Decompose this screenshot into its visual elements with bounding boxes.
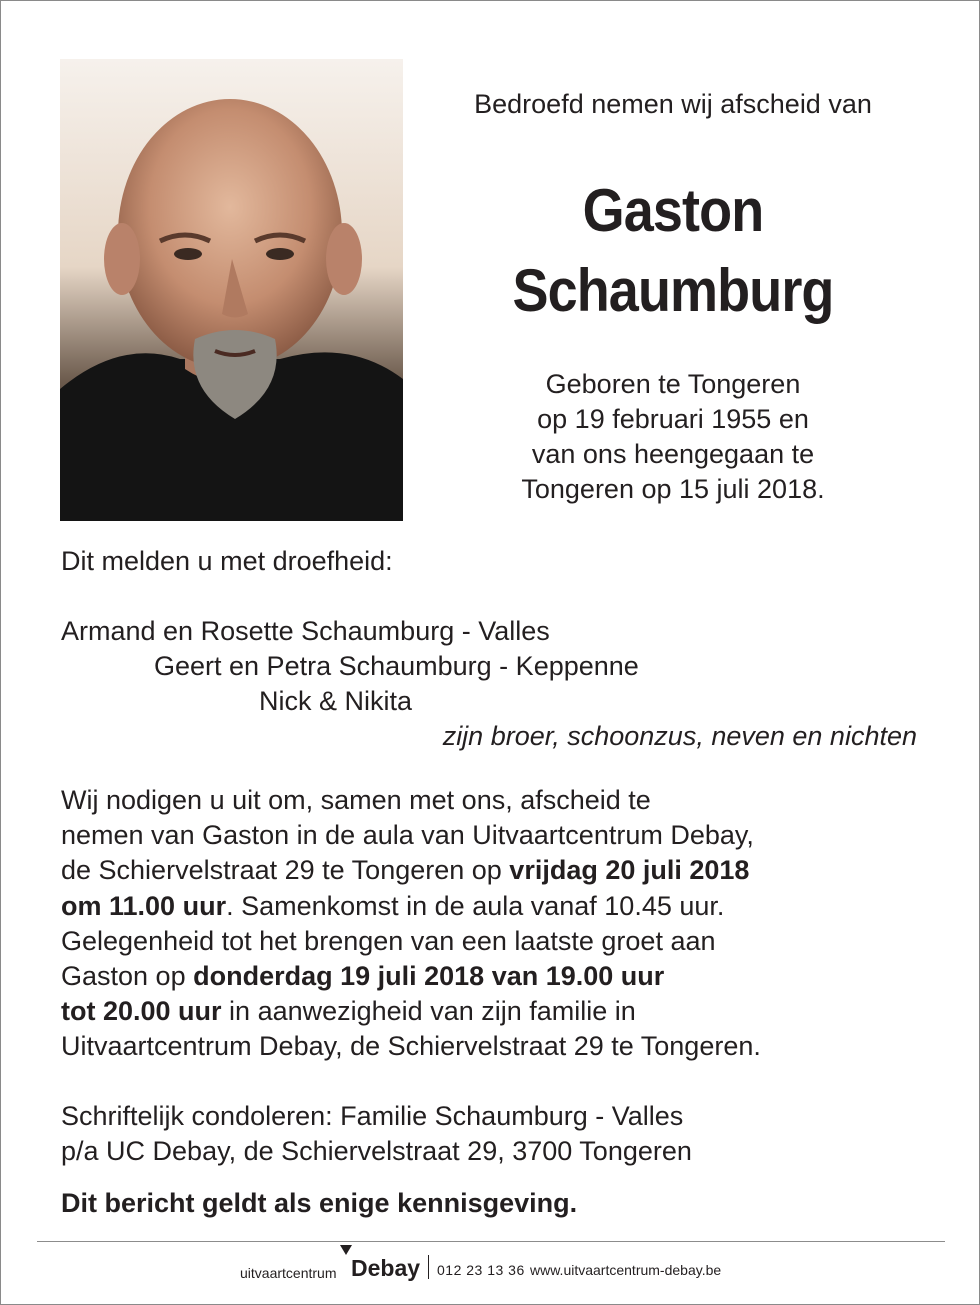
birth-line: van ons heengegaan te [531, 439, 815, 469]
invitation-line [61, 853, 761, 888]
notice-text: Dit bericht geldt als enige kennisgeving. [61, 1188, 578, 1218]
family-member: Nick & Nikita [259, 686, 413, 716]
family-member: Armand en Rosette Schaumburg - Valles [61, 616, 550, 646]
intro-text: Bedroefd nemen wij afscheid van [474, 89, 872, 119]
condolence-address [61, 1099, 692, 1169]
footer-divider [37, 1241, 945, 1242]
visitation-date: donderdag 19 juli 2018 van 19.00 uur [193, 961, 665, 992]
footer-separator [428, 1255, 429, 1279]
invitation-line: Wij nodigen u uit om, samen met ons, afscheid te [61, 785, 651, 815]
ceremony-date: vrijdag 20 juli 2018 [509, 855, 750, 886]
birth-line: Tongeren op 15 juli 2018. [521, 474, 825, 504]
brand-small: uitvaartcentrum [240, 1265, 337, 1281]
family-member: Geert en Petra Schaumburg - Keppenne [154, 651, 639, 681]
footer-phone: 012 23 13 36 [437, 1262, 525, 1278]
invitation-line: Uitvaartcentrum Debay, de Schiervelstraat 29 te Tongeren. [61, 1031, 761, 1062]
invitation-text: . Samenkomst in de aula vanaf 10.45 uur. [226, 890, 725, 921]
deceased-first-name: Gaston [582, 177, 764, 244]
invitation-text: de Schiervelstraat 29 te Tongeren op [61, 855, 510, 886]
invitation-line [61, 994, 761, 1029]
brand-logo: Debay [351, 1255, 421, 1281]
condolence-line: Schriftelijk condoleren: Familie Schaumburg - Valles [61, 1101, 684, 1131]
birth-line: op 19 februari 1955 en [537, 404, 809, 434]
invitation-paragraph [61, 783, 761, 1065]
ceremony-time: om 11.00 uur [61, 890, 227, 921]
invitation-line: nemen van Gaston in de aula van Uitvaartcentrum Debay, [61, 820, 754, 851]
visitation-end-time: tot 20.00 uur [61, 996, 222, 1027]
condolence-line: p/a UC Debay, de Schiervelstraat 29, 3700 Tongeren [61, 1136, 692, 1166]
birth-details [403, 367, 943, 507]
footer-website: www.uitvaartcentrum-debay.be [530, 1262, 722, 1278]
portrait-illustration [60, 59, 403, 521]
family-relation: zijn broer, schoonzus, neven en nichten [442, 721, 917, 751]
invitation-text: in aanwezigheid van zijn familie in [221, 996, 636, 1027]
invitation-line [61, 959, 761, 994]
brand-triangle-icon [340, 1245, 352, 1255]
footer [1, 1255, 980, 1285]
deceased-last-name: Schaumburg [512, 257, 834, 324]
invitation-line: Gelegenheid tot het brengen van een laatste groet aan [61, 925, 716, 956]
announce-text: Dit melden u met droefheid: [61, 546, 393, 576]
portrait-photo [60, 59, 403, 521]
invitation-line [61, 889, 761, 924]
invitation-text: Gaston op [61, 961, 194, 992]
birth-line: Geboren te Tongeren [545, 369, 801, 399]
